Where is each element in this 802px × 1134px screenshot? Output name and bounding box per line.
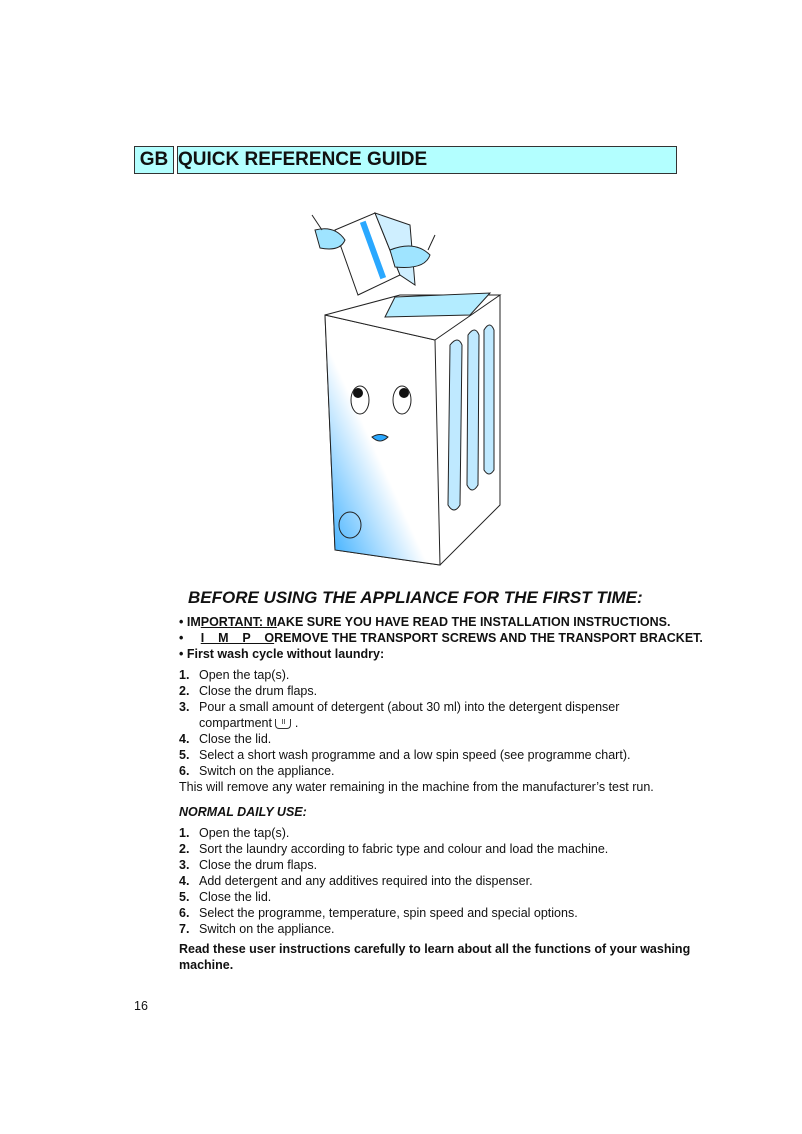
step-number: 6. — [179, 764, 190, 778]
step-number: 1. — [179, 668, 190, 682]
step-number: 3. — [179, 700, 190, 714]
step-text: Close the drum flaps. — [199, 858, 318, 872]
first-wash-text: First wash cycle without laundry: — [186, 647, 385, 661]
detergent-compartment-icon: II — [275, 719, 291, 729]
step-number: 7. — [179, 922, 190, 936]
step-text: Close the lid. — [199, 890, 272, 904]
page-number: 16 — [134, 999, 148, 1013]
list-item — [179, 699, 703, 715]
step-number: 3. — [179, 858, 190, 872]
first-wash-label: • First wash cycle without laundry: — [179, 647, 385, 661]
section-heading-daily: NORMAL DAILY USE: — [179, 805, 307, 819]
list-item — [179, 889, 690, 905]
list-item — [179, 905, 690, 921]
list-item — [179, 841, 690, 857]
step-number: 5. — [179, 748, 190, 762]
list-item — [179, 873, 690, 889]
list-item — [179, 763, 703, 779]
closing-note: Read these user instructions carefully to learn about all the functions of your washing — [179, 942, 691, 956]
step-text: Add detergent and any additives required into the dispenser. — [199, 874, 533, 888]
step-number: 4. — [179, 732, 190, 746]
list-item — [179, 857, 690, 873]
step-text: Open the tap(s). — [199, 826, 290, 840]
step-text: Sort the laundry according to fabric type and colour and load the machine. — [199, 842, 609, 856]
important-garbled-prefix: I M P O — [200, 631, 275, 645]
step-text: compartment — [199, 716, 272, 730]
important-text: AKE SURE YOU HAVE READ THE INSTALLATION INSTRUCTIONS. — [276, 615, 671, 629]
step-number: 4. — [179, 874, 190, 888]
closing-note-continued: machine. — [179, 958, 234, 972]
step-number: 1. — [179, 826, 190, 840]
step-text: Select the programme, temperature, spin speed and special options. — [199, 906, 578, 920]
list-item — [179, 747, 703, 763]
washing-machine — [325, 293, 500, 565]
step-text: Close the drum flaps. — [199, 684, 318, 698]
test-run-note: This will remove any water remaining in the machine from the manufacturer’s test run. — [179, 780, 654, 794]
step-number: 6. — [179, 906, 190, 920]
section-heading-first-time: BEFORE USING THE APPLIANCE FOR THE FIRST TIME: — [188, 588, 643, 607]
step-number: 2. — [179, 684, 190, 698]
washing-machine-illustration — [290, 205, 520, 575]
list-item-continued: compartment II . — [199, 716, 299, 730]
important-prefix: IM — [186, 615, 201, 629]
list-item — [179, 731, 703, 747]
list-item — [179, 921, 690, 937]
important-install-note: • IMPORTANT: MAKE SURE YOU HAVE READ THE INSTALLATION INSTRUCTIONS. — [179, 615, 671, 629]
step-number: 2. — [179, 842, 190, 856]
step-text: Switch on the appliance. — [199, 922, 335, 936]
first-time-section — [179, 614, 703, 795]
book-and-hands — [312, 213, 435, 295]
important-transport-note: • I M P OREMOVE THE TRANSPORT SCREWS AND THE TRANSPORT BRACKET. — [179, 631, 703, 645]
step-text: Open the tap(s). — [199, 668, 290, 682]
step-number: 5. — [179, 890, 190, 904]
page-title: QUICK REFERENCE GUIDE — [177, 146, 677, 174]
list-item — [179, 683, 703, 699]
language-label: GB — [134, 146, 174, 174]
step-text: Close the lid. — [199, 732, 272, 746]
list-item — [179, 825, 690, 841]
step-text: Pour a small amount of detergent (about 30 ml) into the detergent dispenser — [199, 700, 620, 714]
important-transport-text: REMOVE THE TRANSPORT SCREWS AND THE TRANSPORT BRACKET. — [274, 631, 703, 645]
daily-use-section — [179, 804, 690, 973]
step-text: Select a short wash programme and a low spin speed (see programme chart). — [199, 748, 631, 762]
important-underlined: PORTANT: M — [200, 615, 277, 629]
list-item — [179, 667, 703, 683]
step-text: Switch on the appliance. — [199, 764, 335, 778]
